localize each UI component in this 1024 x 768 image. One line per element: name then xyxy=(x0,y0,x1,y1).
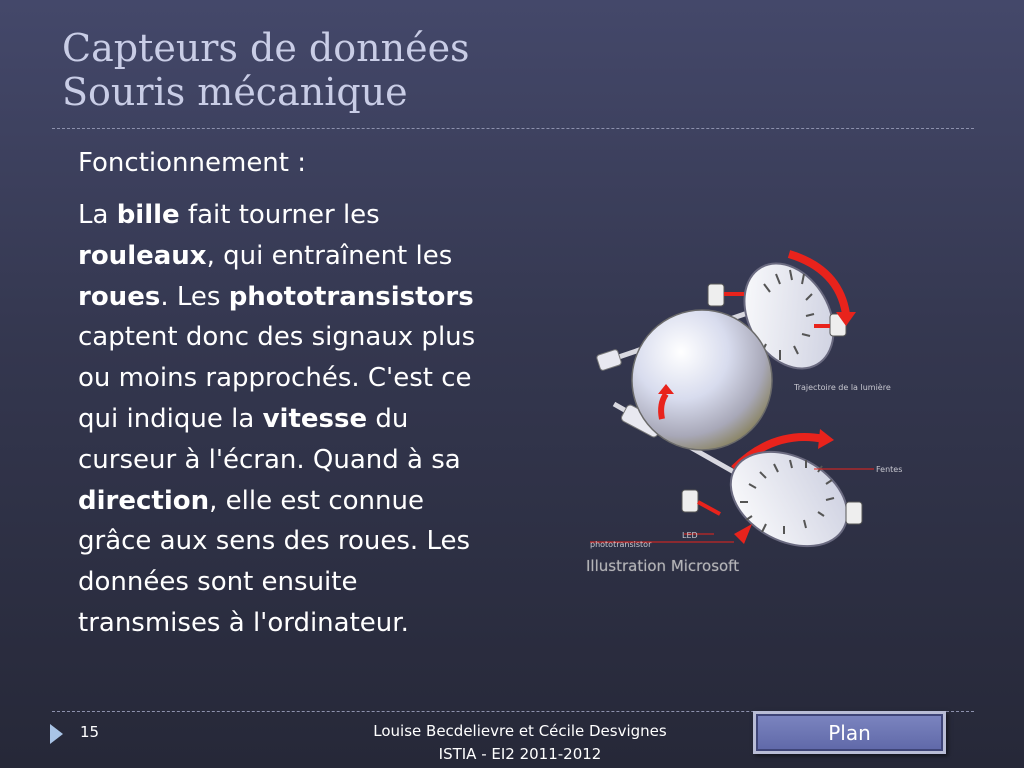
title-line-2: Souris mécanique xyxy=(62,70,408,114)
play-arrow-icon xyxy=(50,724,63,744)
subtitle: Fonctionnement : xyxy=(78,148,307,178)
phototransistor-label: phototransistor xyxy=(590,540,652,549)
upper-led xyxy=(708,284,724,306)
footer-authors: Louise Becdelievre et Cécile Desvignes xyxy=(373,722,667,740)
body-keyword: phototransistors xyxy=(228,281,474,312)
mouse-mechanism-illustration xyxy=(584,244,914,584)
slide-title xyxy=(62,26,470,114)
body-text-run: , qui entraînent les xyxy=(206,240,453,271)
title-line-1: Capteurs de données xyxy=(62,26,470,70)
page-number: 15 xyxy=(80,723,100,741)
figure-credit: Illustration Microsoft xyxy=(586,557,740,575)
footer-course: ISTIA - EI2 2011-2012 xyxy=(438,745,602,763)
body-keyword: roues xyxy=(78,281,161,312)
mouse-mechanism-figure xyxy=(584,244,914,584)
mouse-ball xyxy=(632,310,772,450)
lower-led xyxy=(682,490,698,512)
lower-wheel xyxy=(715,433,864,565)
lower-phototransistor xyxy=(846,502,862,524)
led-label: LED xyxy=(682,531,698,540)
slots-label: Fentes xyxy=(876,465,903,474)
body-keyword: rouleaux xyxy=(78,240,207,271)
body-keyword: direction xyxy=(78,485,210,516)
plan-button[interactable]: Plan xyxy=(753,711,946,754)
body-paragraph xyxy=(78,195,498,644)
light-path-label: Trajectoire de la lumière xyxy=(794,383,891,392)
body-keyword: vitesse xyxy=(262,403,368,434)
footer-credits xyxy=(340,720,700,766)
body-text-run: fait tourner les xyxy=(179,200,380,230)
body-text-run: , elle est connue grâce aux sens des roues. Les données sont ensuite transmises à l'ordinateur. xyxy=(78,485,471,638)
title-divider xyxy=(52,128,974,129)
body-text-run: du curseur à l'écran. Quand à sa xyxy=(78,403,461,475)
body-text-run: La xyxy=(78,200,117,230)
upper-roller-end xyxy=(596,349,622,371)
body-keyword: bille xyxy=(116,200,180,230)
body-text-run: captent donc des signaux plus ou moins rapprochés. C'est ce qui indique la xyxy=(78,322,476,434)
body-text-run: . Les xyxy=(160,281,229,312)
